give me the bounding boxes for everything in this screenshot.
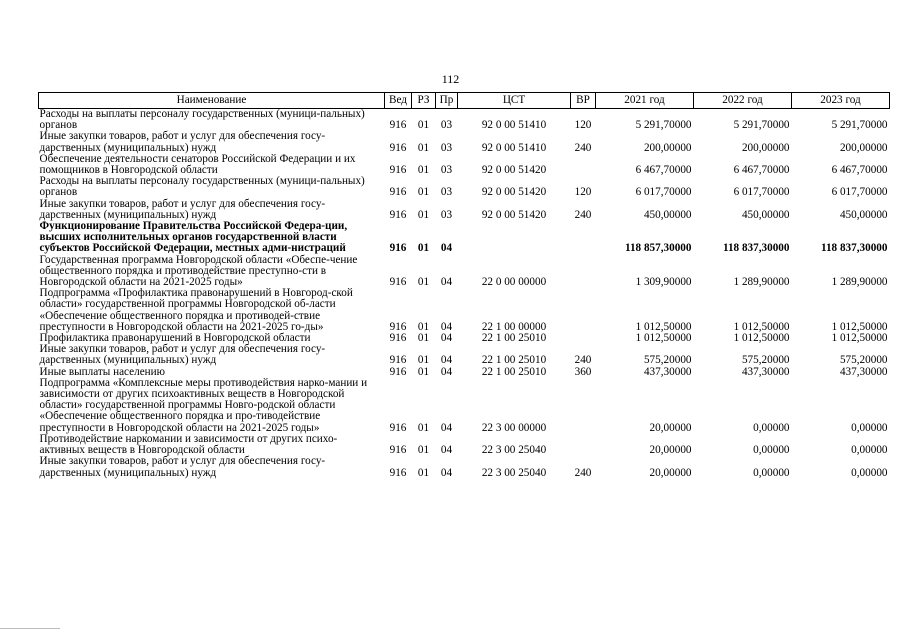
cell-cst: 92 0 00 51420 — [481, 164, 547, 177]
cell-pr: 03 — [440, 164, 453, 177]
cell-rz: 01 — [417, 186, 430, 199]
cell-y2021: 6 017,70000 — [635, 186, 692, 199]
cell-y2023: 6 017,70000 — [831, 186, 888, 199]
cell-vr: 120 — [574, 119, 592, 132]
cell-rz: 01 — [417, 332, 430, 345]
cell-name: Иные закупки товаров, работ и услуг для обеспечения госу-дарственных (муниципальных) нужд — [39, 455, 326, 479]
cell-y2022: 200,00000 — [741, 141, 790, 154]
cell-ved: 916 — [389, 320, 407, 333]
header-rz: РЗ — [412, 93, 436, 109]
cell-cst: 22 1 00 00000 — [481, 320, 547, 333]
cell-pr: 04 — [440, 276, 453, 289]
table-row — [39, 221, 890, 255]
cell-pr: 04 — [440, 242, 453, 255]
header-pr: Пр — [436, 93, 458, 109]
cell-y2022: 0,00000 — [753, 466, 790, 479]
header-name: Наименование — [39, 93, 385, 109]
cell-y2022: 575,20000 — [741, 354, 790, 367]
cell-rz: 01 — [417, 320, 430, 333]
cell-ved: 916 — [389, 332, 407, 345]
cell-name: Обеспечение деятельности сенаторов Российской Федерации и их помощников в Новгородской области — [39, 152, 356, 177]
cell-y2022: 0,00000 — [753, 444, 790, 457]
cell-pr: 04 — [440, 354, 453, 367]
table-row — [39, 344, 890, 366]
table-row — [39, 176, 890, 198]
cell-y2022: 6 467,70000 — [733, 164, 790, 177]
cell-y2021: 20,00000 — [649, 444, 692, 457]
table-row — [39, 109, 890, 132]
cell-name: Иные закупки товаров, работ и услуг для обеспечения госу-дарственных (муниципальных) нужд — [39, 130, 326, 154]
cell-vr: 240 — [574, 141, 592, 154]
cell-y2022: 1 012,50000 — [733, 332, 790, 345]
cell-rz: 01 — [417, 354, 430, 367]
header-vr: ВР — [571, 93, 596, 109]
header-ved: Вед — [385, 93, 412, 109]
cell-vr — [571, 434, 596, 456]
cell-ved: 916 — [389, 276, 407, 289]
cell-ved: 916 — [389, 365, 407, 378]
header-2021: 2021 год — [596, 93, 694, 109]
cell-pr: 03 — [440, 186, 453, 199]
cell-ved: 916 — [389, 141, 407, 154]
cell-cst: 22 1 00 25010 — [481, 365, 547, 378]
cell-rz: 01 — [417, 141, 430, 154]
cell-y2022: 1 289,90000 — [733, 276, 790, 289]
cell-y2021: 575,20000 — [643, 354, 692, 367]
cell-cst: 92 0 00 51420 — [481, 186, 547, 199]
cell-cst: 92 0 00 51410 — [481, 119, 547, 132]
cell-y2022: 5 291,70000 — [733, 119, 790, 132]
cell-name: Государственная программа Новгородской области «Обеспе-чение общественного порядка и противодействие преступно-сти в Новгородской области на 2021-2025 годы» — [39, 253, 358, 289]
cell-name: Иные закупки товаров, работ и услуг для обеспечения госу-дарственных (муниципальных) нужд — [39, 343, 326, 367]
cell-rz: 01 — [417, 421, 430, 434]
cell-y2023: 450,00000 — [839, 208, 888, 221]
table-row — [39, 199, 890, 221]
cell-rz: 01 — [417, 444, 430, 457]
cell-y2021: 20,00000 — [649, 421, 692, 434]
cell-pr: 03 — [440, 208, 453, 221]
cell-rz: 01 — [417, 242, 430, 255]
header-cst: ЦСТ — [458, 93, 571, 109]
cell-ved: 916 — [389, 186, 407, 199]
cell-y2022: 118 837,30000 — [722, 242, 790, 255]
cell-y2023: 437,30000 — [839, 365, 888, 378]
cell-name: Противодействие наркомании и зависимости от других психо-активных веществ в Новгородской области — [39, 432, 338, 457]
footer-divider — [0, 628, 60, 629]
cell-name: Иные выплаты населению — [39, 365, 165, 378]
table-body — [39, 109, 890, 479]
cell-y2021: 6 467,70000 — [635, 164, 692, 177]
cell-rz: 01 — [417, 164, 430, 177]
cell-y2022: 437,30000 — [741, 365, 790, 378]
cell-y2023: 0,00000 — [851, 444, 888, 457]
cell-pr: 04 — [440, 466, 453, 479]
cell-rz: 01 — [417, 208, 430, 221]
table-header-row — [39, 93, 890, 109]
cell-y2023: 5 291,70000 — [831, 119, 888, 132]
cell-pr: 04 — [440, 332, 453, 345]
cell-vr: 240 — [574, 466, 592, 479]
cell-ved: 916 — [389, 119, 407, 132]
cell-y2021: 1 012,50000 — [635, 320, 692, 333]
table-row — [39, 456, 890, 478]
cell-ved: 916 — [389, 164, 407, 177]
cell-y2023: 0,00000 — [851, 466, 888, 479]
table-row — [39, 131, 890, 153]
cell-y2022: 0,00000 — [753, 421, 790, 434]
cell-cst: 92 0 00 51410 — [481, 141, 547, 154]
cell-y2021: 450,00000 — [643, 208, 692, 221]
table-row — [39, 154, 890, 176]
cell-pr: 04 — [440, 365, 453, 378]
cell-name: Подпрограмма «Профилактика правонарушений в Новгород-ской области» государственной программы Новгородской об-ласти «Обеспечение общественного порядка и противодей-ствие преступности в Новгородской области на 2021-2025 го-ды» — [39, 287, 353, 333]
cell-y2023: 1 012,50000 — [831, 332, 888, 345]
cell-y2023: 6 467,70000 — [831, 164, 888, 177]
cell-name: Иные закупки товаров, работ и услуг для обеспечения госу-дарственных (муниципальных) нужд — [39, 197, 326, 221]
cell-ved: 916 — [389, 354, 407, 367]
cell-ved: 916 — [389, 421, 407, 434]
cell-y2023: 0,00000 — [851, 421, 888, 434]
cell-y2021: 1 309,90000 — [635, 276, 692, 289]
cell-pr: 03 — [440, 141, 453, 154]
table-row — [39, 434, 890, 456]
cell-name: Расходы на выплаты персоналу государственных (муници-пальных) органов — [39, 175, 365, 199]
cell-cst: 22 3 00 25040 — [481, 444, 547, 457]
cell-pr: 04 — [440, 320, 453, 333]
table-row — [39, 378, 890, 434]
cell-vr — [571, 288, 596, 333]
page-number: 112 — [441, 72, 460, 86]
cell-name: Подпрограмма «Комплексные меры противодействия нарко-мании и зависимости от других психоактивных веществ в Новгородской области» государственной программы Новго-родской области «Обеспечение общественного порядка и про-тиводействие преступности в Новгородской области на 2021-2025 годы» — [39, 376, 368, 434]
cell-rz: 01 — [417, 276, 430, 289]
cell-cst — [458, 221, 571, 255]
cell-pr: 04 — [440, 444, 453, 457]
cell-y2021: 20,00000 — [649, 466, 692, 479]
cell-rz: 01 — [417, 466, 430, 479]
cell-y2022: 6 017,70000 — [733, 186, 790, 199]
cell-pr: 04 — [440, 421, 453, 434]
cell-y2022: 450,00000 — [741, 208, 790, 221]
cell-ved: 916 — [389, 208, 407, 221]
cell-vr — [571, 221, 596, 255]
cell-y2021: 437,30000 — [643, 365, 692, 378]
cell-y2023: 118 837,30000 — [820, 242, 888, 255]
cell-y2023: 575,20000 — [839, 354, 888, 367]
cell-cst: 22 1 00 25010 — [481, 354, 547, 367]
cell-y2021: 200,00000 — [643, 141, 692, 154]
cell-name: Расходы на выплаты персоналу государственных (муници-пальных) органов — [39, 108, 365, 132]
cell-vr: 360 — [574, 365, 592, 378]
header-2023: 2023 год — [792, 93, 890, 109]
cell-y2021: 118 857,30000 — [624, 242, 692, 255]
cell-y2023: 1 012,50000 — [831, 320, 888, 333]
cell-name: Функционирование Правительства Российской Федера-ции, высших исполнительных органов государственной власти субъектов Российской Федерации, местных адми-нистраций — [39, 220, 348, 255]
cell-vr — [571, 255, 596, 289]
cell-rz: 01 — [417, 119, 430, 132]
cell-rz: 01 — [417, 365, 430, 378]
cell-vr: 240 — [574, 354, 592, 367]
cell-cst: 22 1 00 25010 — [481, 332, 547, 345]
cell-name: Профилактика правонарушений в Новгородской области — [39, 332, 311, 345]
cell-pr: 03 — [440, 119, 453, 132]
cell-y2021: 1 012,50000 — [635, 332, 692, 345]
table-row — [39, 288, 890, 333]
cell-cst: 92 0 00 51420 — [481, 208, 547, 221]
cell-ved: 916 — [389, 466, 407, 479]
cell-vr — [571, 378, 596, 434]
cell-cst: 22 3 00 00000 — [481, 421, 547, 434]
budget-table — [38, 92, 890, 479]
cell-vr: 240 — [574, 208, 592, 221]
cell-vr — [571, 333, 596, 344]
cell-vr: 120 — [574, 186, 592, 199]
table-row — [39, 255, 890, 289]
cell-ved: 916 — [389, 242, 407, 255]
cell-cst: 22 3 00 25040 — [481, 466, 547, 479]
cell-y2023: 200,00000 — [839, 141, 888, 154]
cell-vr — [571, 154, 596, 176]
cell-ved: 916 — [389, 444, 407, 457]
cell-y2021: 5 291,70000 — [635, 119, 692, 132]
cell-y2022: 1 012,50000 — [733, 320, 790, 333]
header-2022: 2022 год — [694, 93, 792, 109]
cell-cst: 22 0 00 00000 — [481, 276, 547, 289]
cell-y2023: 1 289,90000 — [831, 276, 888, 289]
